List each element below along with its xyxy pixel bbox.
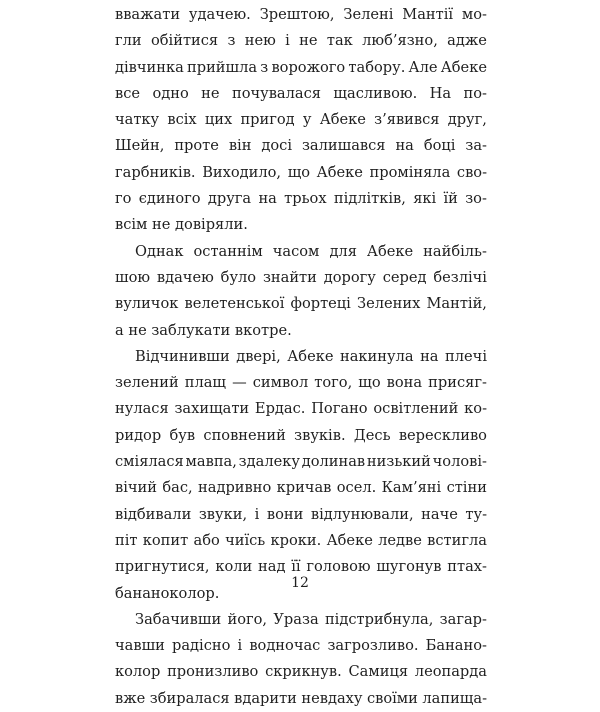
text-line bbox=[115, 475, 487, 501]
word: і bbox=[285, 32, 290, 50]
word: і bbox=[237, 637, 243, 655]
word: фортеці bbox=[290, 295, 351, 313]
word: почувалася bbox=[231, 84, 321, 102]
word: нею bbox=[244, 32, 276, 50]
word: Абеке bbox=[319, 111, 366, 129]
word: останнім bbox=[193, 242, 263, 260]
text-line bbox=[115, 265, 487, 291]
word: зелений bbox=[115, 374, 179, 392]
word: був bbox=[169, 426, 196, 444]
word: гли bbox=[115, 32, 142, 50]
text-line bbox=[115, 291, 487, 317]
word: Зрештою, bbox=[259, 6, 335, 23]
word: своїми bbox=[366, 689, 418, 707]
word: символ bbox=[252, 374, 309, 392]
word: Десь bbox=[353, 426, 391, 444]
word: лапища- bbox=[422, 689, 487, 707]
word: ледве bbox=[378, 531, 422, 549]
text-line bbox=[115, 81, 487, 107]
word: Абеке bbox=[440, 58, 487, 76]
word: Шейн, bbox=[115, 137, 165, 155]
word: стіни bbox=[446, 479, 487, 497]
word: на bbox=[395, 137, 414, 155]
word: накинула bbox=[340, 347, 414, 365]
word: друга bbox=[207, 190, 252, 208]
word: — bbox=[232, 374, 247, 392]
text-line bbox=[115, 370, 487, 396]
text-line bbox=[115, 423, 487, 449]
word: за- bbox=[465, 137, 487, 155]
word: Зелені bbox=[343, 6, 394, 23]
word: зо- bbox=[465, 190, 487, 208]
word: головою bbox=[306, 558, 371, 576]
word: мо- bbox=[461, 6, 487, 23]
text-line bbox=[115, 160, 487, 186]
word: на bbox=[258, 190, 277, 208]
word: звуки, bbox=[198, 505, 248, 523]
word: Однак bbox=[135, 242, 184, 260]
word: по- bbox=[463, 84, 487, 102]
word: На bbox=[429, 84, 452, 102]
page-number: 12 bbox=[291, 575, 309, 591]
word: удачею. bbox=[188, 6, 251, 23]
word: Мантій, bbox=[426, 295, 487, 313]
word: ворожого bbox=[271, 58, 346, 76]
word: він bbox=[228, 137, 252, 155]
word: захищати bbox=[174, 400, 250, 418]
word: їй bbox=[443, 190, 458, 208]
word: велетенської bbox=[184, 295, 285, 313]
word: коли bbox=[215, 558, 253, 576]
word: гарбників. bbox=[115, 163, 196, 181]
text-line bbox=[115, 607, 487, 633]
word: підлітків, bbox=[333, 190, 406, 208]
word: знайти bbox=[262, 268, 317, 286]
word: ко- bbox=[464, 400, 487, 418]
word: її bbox=[291, 558, 301, 576]
word: друг, bbox=[447, 111, 487, 129]
word: цих bbox=[204, 111, 233, 129]
word: Відчинивши bbox=[135, 347, 230, 365]
word: піт bbox=[115, 531, 138, 549]
word: звуків. bbox=[294, 426, 346, 444]
word: його, bbox=[227, 610, 268, 628]
word: Мантії bbox=[402, 6, 454, 23]
text-line: всім не довіряли. bbox=[115, 216, 248, 234]
word: боці bbox=[423, 137, 456, 155]
word: низький bbox=[366, 453, 431, 471]
word: здалеку bbox=[238, 453, 300, 471]
text-line bbox=[115, 528, 487, 554]
word: Абеке bbox=[326, 531, 373, 549]
text-line bbox=[115, 2, 487, 28]
word: бас, bbox=[162, 479, 193, 497]
word: не bbox=[299, 32, 318, 50]
word: вдарити bbox=[234, 689, 297, 707]
word: кричав bbox=[276, 479, 332, 497]
word: з bbox=[227, 32, 236, 50]
word: підстрибнула, bbox=[324, 610, 434, 628]
word: загрозливо. bbox=[327, 637, 419, 655]
word: пронизливо bbox=[167, 663, 259, 681]
word: досі bbox=[261, 137, 293, 155]
word: проте bbox=[174, 137, 219, 155]
word: все bbox=[115, 84, 141, 102]
word: колор bbox=[115, 663, 161, 681]
word: найбіль- bbox=[423, 242, 487, 260]
word: радісно bbox=[172, 637, 231, 655]
word: птах- bbox=[447, 558, 487, 576]
word: Абеке bbox=[366, 242, 414, 260]
word: двері, bbox=[236, 347, 281, 365]
word: Ердас. bbox=[254, 400, 306, 418]
word: дівчинка bbox=[115, 58, 184, 76]
word: шою bbox=[115, 268, 151, 286]
word: водночас bbox=[249, 637, 321, 655]
word: надривно bbox=[198, 479, 272, 497]
word: які bbox=[413, 190, 437, 208]
word: дорогу bbox=[323, 268, 376, 286]
word: шугонув bbox=[376, 558, 442, 576]
word: вона bbox=[386, 374, 423, 392]
word: над bbox=[258, 558, 286, 576]
word: вони bbox=[266, 505, 304, 523]
text-line bbox=[115, 502, 487, 528]
word: невдаху bbox=[301, 689, 363, 707]
word: Виходило, bbox=[202, 163, 282, 181]
word: або bbox=[193, 531, 220, 549]
word: леопарда bbox=[414, 663, 487, 681]
word: залишався bbox=[301, 137, 386, 155]
word: відлунювали, bbox=[310, 505, 414, 523]
text-line bbox=[115, 186, 487, 212]
word: табору. bbox=[348, 58, 406, 76]
text-line bbox=[115, 133, 487, 159]
word: Самиця bbox=[348, 663, 409, 681]
word: осел. bbox=[336, 479, 377, 497]
word: на bbox=[420, 347, 439, 365]
word: долинав bbox=[301, 453, 366, 471]
word: серед bbox=[382, 268, 427, 286]
word: вічий bbox=[115, 479, 157, 497]
word: часом bbox=[272, 242, 320, 260]
text-line: бананоколор. bbox=[115, 584, 220, 602]
word: чолові- bbox=[432, 453, 487, 471]
word: пригод bbox=[240, 111, 295, 129]
text-line bbox=[115, 396, 487, 422]
word: так bbox=[326, 32, 353, 50]
word: присяг- bbox=[428, 374, 487, 392]
word: Абеке bbox=[287, 347, 334, 365]
word: вже bbox=[115, 689, 146, 707]
word: встигла bbox=[427, 531, 487, 549]
word: вважати bbox=[115, 6, 181, 23]
text-line bbox=[115, 686, 487, 712]
text-line bbox=[115, 55, 487, 81]
word: одно bbox=[152, 84, 189, 102]
word: го bbox=[115, 190, 132, 208]
word: Банано- bbox=[425, 637, 487, 655]
word: нулася bbox=[115, 400, 169, 418]
text-line bbox=[115, 28, 487, 54]
word: копит bbox=[142, 531, 189, 549]
word: сво- bbox=[456, 163, 487, 181]
word: Зелених bbox=[357, 295, 421, 313]
word: проміняла bbox=[369, 163, 451, 181]
word: обійтися bbox=[150, 32, 219, 50]
word: всіх bbox=[167, 111, 197, 129]
word: що bbox=[287, 163, 311, 181]
word: Але bbox=[408, 58, 438, 76]
word: ридор bbox=[115, 426, 162, 444]
word: вдачею bbox=[156, 268, 214, 286]
word: того, bbox=[314, 374, 353, 392]
word: єдиного bbox=[138, 190, 201, 208]
word: плащ bbox=[184, 374, 227, 392]
text-line bbox=[115, 107, 487, 133]
word: прийшла bbox=[187, 58, 258, 76]
word: верескливо bbox=[398, 426, 487, 444]
word: мавпа, bbox=[185, 453, 237, 471]
word: було bbox=[220, 268, 257, 286]
word: чатку bbox=[115, 111, 160, 129]
word: Кам’яні bbox=[381, 479, 442, 497]
word: з’явився bbox=[374, 111, 440, 129]
word: скрикнув. bbox=[265, 663, 342, 681]
word: чиїсь bbox=[225, 531, 266, 549]
word: відбивали bbox=[115, 505, 192, 523]
text-line: а не заблукати вкотре. bbox=[115, 321, 292, 339]
word: Абеке bbox=[316, 163, 363, 181]
word: чавши bbox=[115, 637, 165, 655]
word: і bbox=[254, 505, 260, 523]
word: безлічі bbox=[433, 268, 487, 286]
word: люб’язно, bbox=[362, 32, 438, 50]
word: не bbox=[201, 84, 220, 102]
text-line bbox=[115, 239, 487, 265]
word: загар- bbox=[439, 610, 487, 628]
text-line bbox=[115, 449, 487, 475]
word: пригнутися, bbox=[115, 558, 210, 576]
word: адже bbox=[447, 32, 487, 50]
word: Забачивши bbox=[135, 610, 222, 628]
word: наче bbox=[421, 505, 458, 523]
text-line bbox=[115, 633, 487, 659]
word: кроки. bbox=[270, 531, 322, 549]
word: у bbox=[302, 111, 312, 129]
word: Погано bbox=[311, 400, 368, 418]
text-line bbox=[115, 659, 487, 685]
word: що bbox=[358, 374, 381, 392]
word: плечі bbox=[445, 347, 487, 365]
text-line bbox=[115, 344, 487, 370]
word: Ураза bbox=[273, 610, 319, 628]
word: сповнений bbox=[203, 426, 286, 444]
page-text bbox=[115, 2, 487, 712]
word: вуличок bbox=[115, 295, 179, 313]
word: трьох bbox=[284, 190, 327, 208]
word: сміялася bbox=[115, 453, 184, 471]
word: освітлений bbox=[373, 400, 459, 418]
word: щасливою. bbox=[333, 84, 418, 102]
word: збиралася bbox=[149, 689, 230, 707]
word: для bbox=[329, 242, 357, 260]
word: з bbox=[260, 58, 269, 76]
word: ту- bbox=[465, 505, 487, 523]
